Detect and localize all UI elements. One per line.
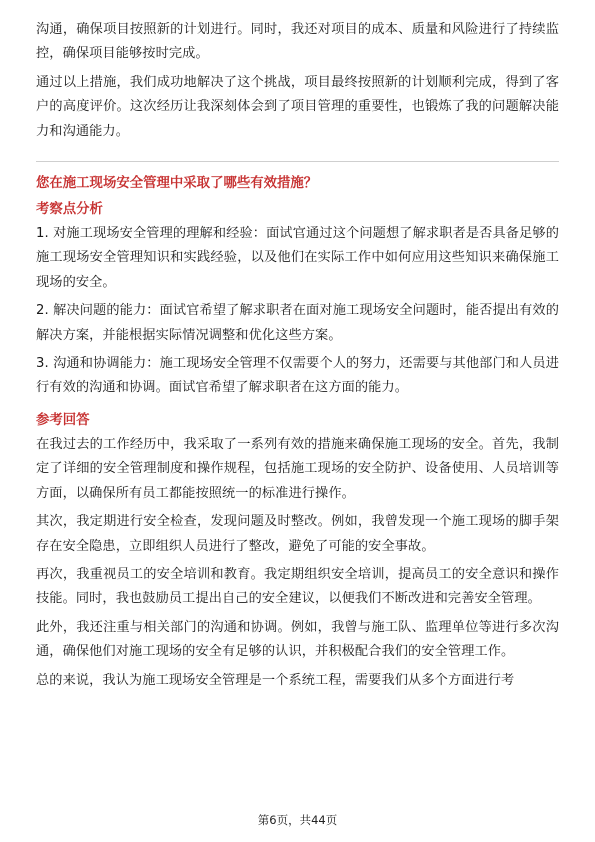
answer-paragraph: 总的来说，我认为施工现场安全管理是一个系统工程，需要我们从多个方面进行考 (36, 672, 515, 688)
section-divider (36, 161, 559, 162)
paragraph: 沟通，确保项目按照新的计划进行。同时，我还对项目的成本、质量和风险进行了持续监控，确保项目能够按时完成。 (36, 22, 559, 62)
answer-paragraph: 在我过去的工作经历中，我采取了一系列有效的措施来确保施工现场的安全。首先，我制定了详细的安全管理制度和操作规程，包括施工现场的安全防护、设备使用、人员培训等方面，以确保所有员工都能按照统一的标准进行操作。 (36, 436, 559, 501)
analysis-heading: 考察点分析 (36, 202, 103, 218)
paragraph: 通过以上措施，我们成功地解决了这个挑战，项目最终按照新的计划顺利完成，得到了客户的高度评价。这次经历让我深刻体会到了项目管理的重要性，也锻炼了我的问题解决能力和沟通能力。 (36, 74, 559, 139)
page-number: 第6页，共44页 (257, 813, 338, 827)
document-page (36, 0, 559, 697)
answer-paragraph: 其次，我定期进行安全检查，发现问题及时整改。例如，我曾发现一个施工现场的脚手架存在安全隐患，立即组织人员进行了整改，避免了可能的安全事故。 (36, 514, 559, 554)
question-title: 您在施工现场安全管理中采取了哪些有效措施？ (36, 176, 318, 192)
previous-answer-continuation (36, 0, 559, 144)
answer-paragraph: 再次，我重视员工的安全培训和教育。我定期组织安全培训，提高员工的安全意识和操作技能。同时，我也鼓励员工提出自己的安全建议，以便我们不断改进和完善安全管理。 (36, 566, 559, 607)
analysis-item: 2. 解决问题的能力：面试官希望了解求职者在面对施工现场安全问题时，能否提出有效的解决方案，并能根据实际情况调整和优化这些方案。 (36, 303, 559, 343)
answer-paragraph: 此外，我还注重与相关部门的沟通和协调。例如，我曾与施工队、监理单位等进行多次沟通，确保他们对施工现场的安全有足够的认识，并积极配合我们的安全管理工作。 (36, 619, 559, 660)
answer-heading: 参考回答 (36, 412, 90, 428)
analysis-item: 3. 沟通和协调能力：施工现场安全管理不仅需要个人的努力，还需要与其他部门和人员进行有效的沟通和协调。面试官希望了解求职者在这方面的能力。 (36, 356, 559, 396)
analysis-item: 1. 对施工现场安全管理的理解和经验：面试官通过这个问题想了解求职者是否具备足够的施工现场安全管理知识和实践经验，以及他们在实际工作中如何应用这些知识来确保施工现场的安全。 (36, 226, 559, 290)
